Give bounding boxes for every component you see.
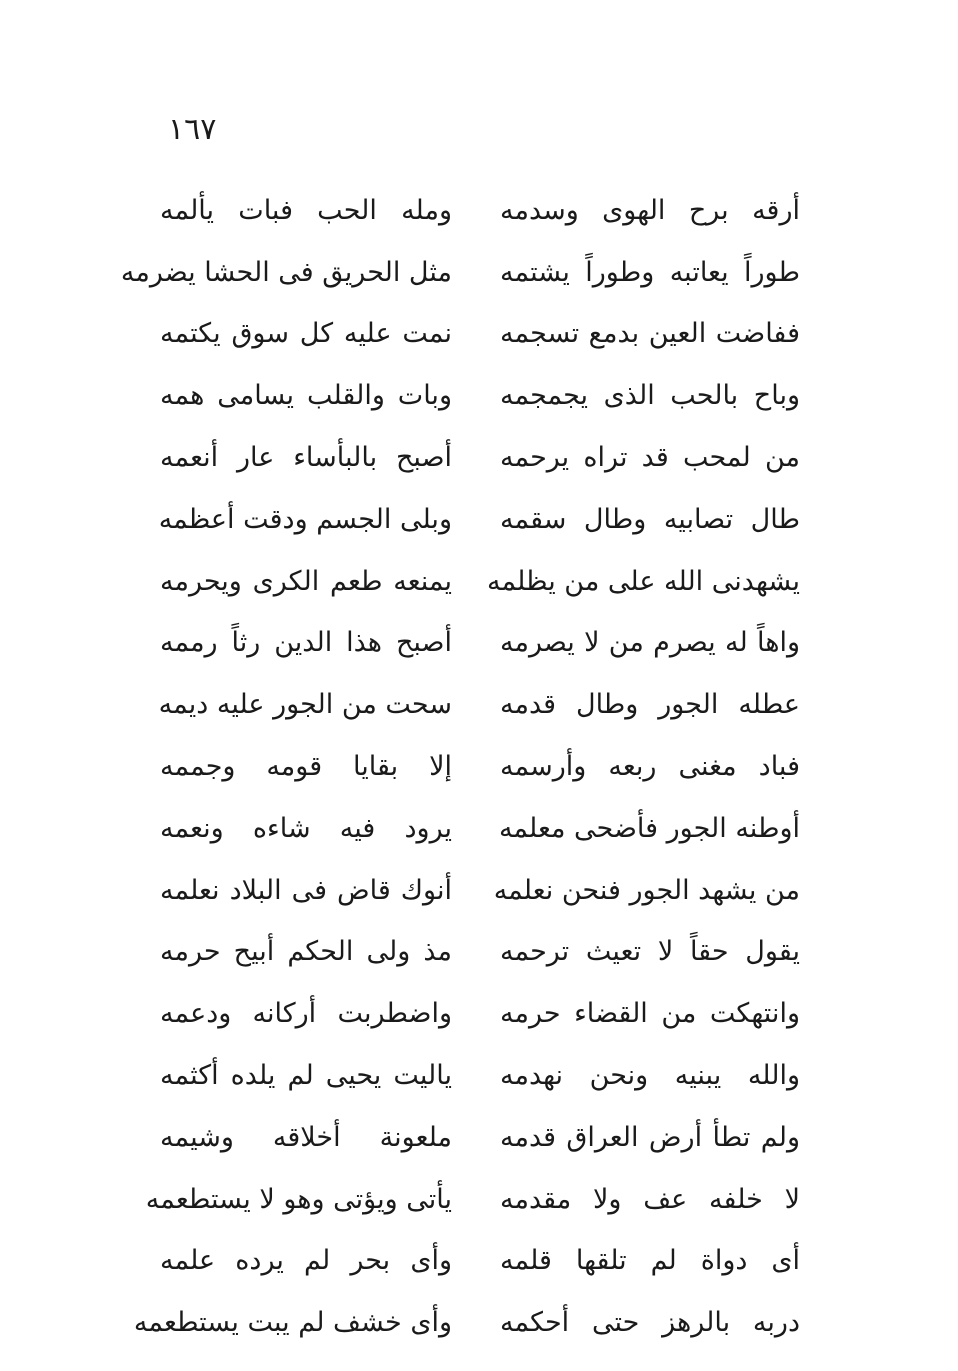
verse-line <box>160 427 800 489</box>
hemistich-first: يشهدنى الله على من يظلمه <box>487 565 800 597</box>
hemistich-first: عطله الجور وطال قدمه <box>500 689 800 721</box>
hemistich-second: مذ ولى الحكم أبيح حرمه <box>160 936 452 968</box>
verse-line <box>120 242 800 304</box>
hemistich-first: فباد مغنى ربعه وأرسمه <box>500 751 800 783</box>
hemistich-second: يرود فيه شاءه ونعمه <box>160 812 452 844</box>
hemistich-second: وأى خشف لم يبت يستطعمه <box>133 1307 452 1339</box>
hemistich-first: واهاً له يصرم من لا يصرمه <box>500 627 800 659</box>
hemistich-second: وأى بحر لم يرده علمه <box>160 1245 452 1277</box>
hemistich-first: من لمحب قد تراه يرحمه <box>500 442 800 474</box>
poem <box>120 180 800 1354</box>
hemistich-first: أى دواة لم تلقها قلمه <box>500 1245 800 1277</box>
verse-line <box>160 489 800 551</box>
verse-line <box>160 860 800 922</box>
verse-line <box>160 1045 800 1107</box>
hemistich-second: ومله الحب فبات يألمه <box>160 194 452 226</box>
hemistich-first: طال تصابيه وطال سقمه <box>500 503 800 535</box>
hemistich-first: والله يبنيه ونحن نهدمه <box>500 1060 800 1092</box>
hemistich-first: ففاضت العين بدمع تسجمه <box>500 318 800 350</box>
hemistich-second: أصبح هذا الدين رثاً رممه <box>160 627 452 659</box>
hemistich-second: ملعونة أخلاقه وشيمه <box>160 1121 452 1153</box>
verse-line <box>160 674 800 736</box>
hemistich-second: نمت عليه كل سوق يكتمه <box>160 318 452 350</box>
verse-line <box>160 798 800 860</box>
hemistich-first: أرقه برح الهوى وسدمه <box>500 194 800 226</box>
verse-line <box>160 304 800 366</box>
verse-line <box>160 180 800 242</box>
hemistich-second: ياليت يحيى لم يلده أكثمه <box>160 1060 452 1092</box>
verse-line <box>160 1107 800 1169</box>
hemistich-first: دربه بالرهز حتى أحكمه <box>500 1307 800 1339</box>
hemistich-first: وانتهكت من القضاء حرمه <box>500 998 800 1030</box>
hemistich-second: يأتى ويؤتى وهو لا يستطعمه <box>145 1183 452 1215</box>
hemistich-second: سحت من الجور عليه ديمه <box>158 689 452 721</box>
hemistich-first: ولم تطأ أرض العراق قدمه <box>500 1121 800 1153</box>
verse-line <box>145 1169 800 1231</box>
verse-line <box>160 922 800 984</box>
verse-line <box>160 613 800 675</box>
hemistich-first: وباح بالحب الذى يجمجمه <box>500 380 800 412</box>
page-number: ١٦٧ <box>168 112 217 147</box>
hemistich-first: لا خلفه عف ولا مقدمه <box>500 1183 800 1215</box>
hemistich-first: يقول حقاً لا تعيث ترحمه <box>500 936 800 968</box>
hemistich-second: يمنعه طعم الكرى ويحرمه <box>160 565 452 597</box>
verse-line <box>160 365 800 427</box>
hemistich-second: أصبح بالبأساء عار أنعمه <box>160 442 452 474</box>
verse-line <box>160 1231 800 1293</box>
hemistich-first: من يشهد الجور فنحن نعلمه <box>493 874 800 906</box>
hemistich-second: واضطربت أركانه ودعمه <box>160 998 452 1030</box>
hemistich-first: أوطنه الجور فأضحى معلمه <box>498 812 800 844</box>
verse-line <box>133 1292 800 1354</box>
verse-line <box>160 736 800 798</box>
hemistich-second: أنوك قاض فى البلاد نعلمه <box>160 874 452 906</box>
hemistich-second: وبات والقلب يسامى همه <box>160 380 452 412</box>
verse-line <box>160 551 800 613</box>
hemistich-first: طوراً يعاتبه وطوراً يشتمه <box>500 256 800 288</box>
hemistich-second: وبلى الجسم ودقت أعظمه <box>158 503 452 535</box>
verse-line <box>160 983 800 1045</box>
hemistich-second: إلا بقايا قومه وجممه <box>160 751 452 783</box>
hemistich-second: مثل الحريق فى الحشا يضرمه <box>120 256 452 288</box>
